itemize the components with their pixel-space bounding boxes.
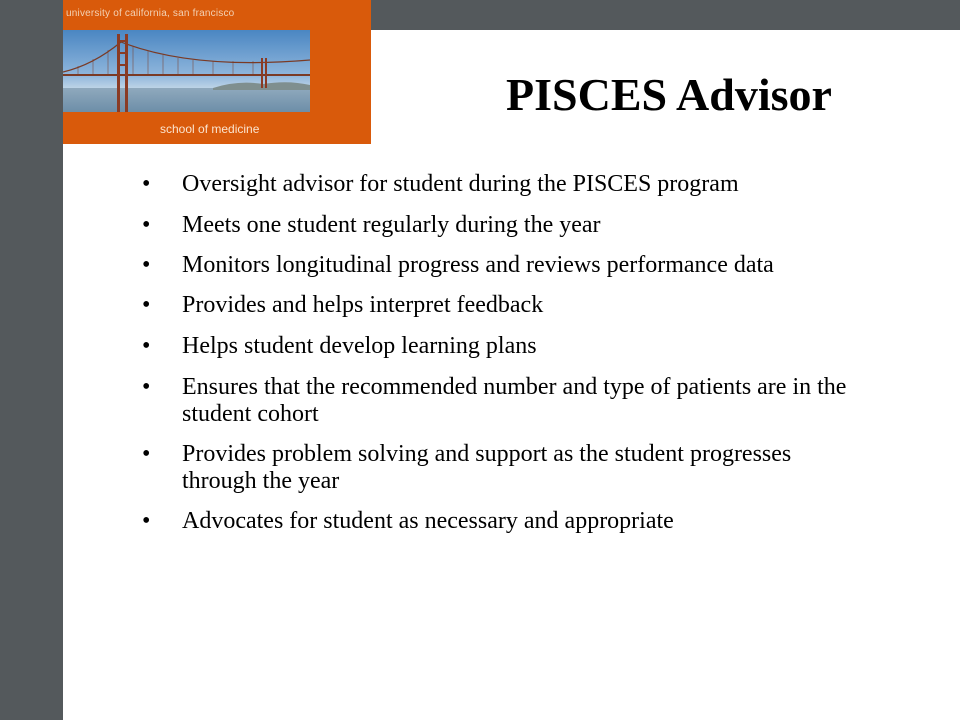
header-orange-top	[310, 0, 371, 30]
bullet-item	[142, 164, 862, 204]
bullet-dot: •	[142, 441, 151, 467]
bullet-item	[142, 441, 862, 495]
school-name: school of medicine	[160, 122, 260, 136]
bullet-text: Ensures that the recommended number and type of patients are in the student cohort	[182, 374, 847, 427]
university-name: university of california, san francisco	[66, 8, 235, 19]
bullet-dot: •	[142, 508, 151, 534]
bullet-dot: •	[142, 212, 151, 238]
bullet-dot: •	[142, 171, 151, 197]
bullet-item	[142, 252, 862, 279]
bullet-dot: •	[142, 333, 151, 359]
bullet-text: Helps student develop learning plans	[182, 333, 537, 359]
golden-gate-bridge-photo	[63, 30, 310, 112]
bullet-item	[142, 508, 862, 535]
bullet-item	[142, 374, 862, 428]
bullet-item	[142, 333, 862, 360]
slide-title: PISCES Advisor	[506, 69, 832, 120]
bullet-dot: •	[142, 374, 151, 400]
bullet-text: Oversight advisor for student during the PISCES program	[182, 171, 739, 197]
bullet-text: Monitors longitudinal progress and reviews performance data	[182, 252, 774, 278]
bullet-text: Meets one student regularly during the year	[182, 212, 601, 238]
bullet-dot: •	[142, 252, 151, 278]
bullet-dot: •	[142, 292, 151, 318]
bullet-text: Provides and helps interpret feedback	[182, 292, 544, 318]
left-sidebar-bar	[0, 0, 63, 720]
bullet-list	[142, 164, 862, 535]
bullet-item	[142, 212, 862, 239]
bullet-text: Provides problem solving and support as the student progresses through the year	[182, 441, 792, 494]
bullet-item	[142, 292, 862, 319]
bullet-text: Advocates for student as necessary and appropriate	[182, 508, 674, 534]
